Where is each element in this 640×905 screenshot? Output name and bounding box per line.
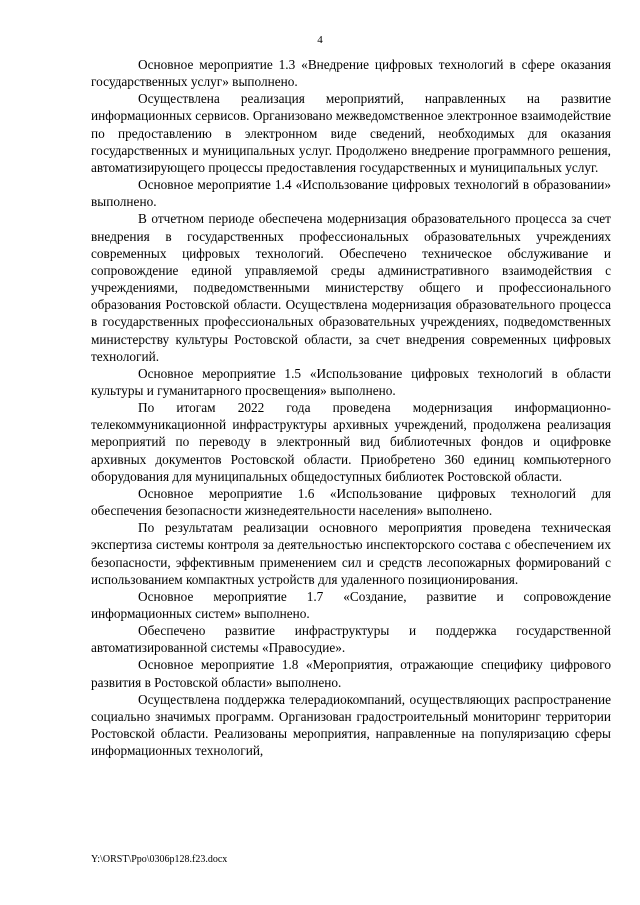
paragraph-measure-1-4: Основное мероприятие 1.4 «Использование цифровых технологий в образовании» выполнено. bbox=[91, 177, 611, 210]
paragraph-safety-expertise: По результатам реализации основного мероприятия проведена техническая экспертиза системы контроля за деятельностью инспекторского состава с обеспечением их безопасности, эффективным применением сил и средств лесопожарных формирований с использованием компактных устройств для удаленного позиционирования. bbox=[91, 520, 611, 587]
paragraph-measure-1-7: Основное мероприятие 1.7 «Создание, развитие и сопровождение информационных систем» выполнено. bbox=[91, 588, 611, 621]
paragraph-info-services: Осуществлена реализация мероприятий, направленных на развитие информационных сервисов. Организовано межведомственное электронное взаимодействие по предоставлению в электронном виде сведений, необходимых для оказания государственных и муниципальных услуг. Продолжено внедрение программного решения, автоматизирующего процессы предоставления государственных и муниципальных услуг. bbox=[91, 91, 611, 175]
body-text bbox=[91, 56, 611, 759]
page-number: 4 bbox=[317, 34, 323, 46]
paragraph-pravosudie: Обеспечено развитие инфраструктуры и поддержка государственной автоматизированной системы «Правосудие». bbox=[91, 623, 611, 656]
paragraph-measure-1-8: Основное мероприятие 1.8 «Мероприятия, отражающие специфику цифрового развития в Ростовской области» выполнено. bbox=[91, 657, 611, 690]
footer-file-path: Y:\ORST\Ppo\0306p128.f23.docx bbox=[91, 854, 228, 865]
paragraph-archives-modernization: По итогам 2022 года проведена модернизация информационно-телекоммуникационной инфраструктуры архивных учреждений, продолжена реализация мероприятий по переводу в электронный вид библиотечных фондов и оцифровке архивных документов Ростовской области. Приобретено 360 единиц компьютерного оборудования для муниципальных общедоступных библиотек Ростовской области. bbox=[91, 400, 611, 484]
paragraph-tv-radio-support: Осуществлена поддержка телерадиокомпаний, осуществляющих распространение социально значимых программ. Организован градостроительный мониторинг территории Ростовской области. Реализованы мероприятия, направленные на популяризацию сферы информационных технологий, bbox=[91, 691, 611, 759]
paragraph-measure-1-5: Основное мероприятие 1.5 «Использование цифровых технологий в области культуры и гуманитарного просвещения» выполнено. bbox=[91, 365, 611, 398]
paragraph-measure-1-6: Основное мероприятие 1.6 «Использование цифровых технологий для обеспечения безопасности жизнедеятельности населения» выполнено. bbox=[91, 485, 611, 519]
paragraph-education-modernization: В отчетном периоде обеспечена модернизация образовательного процесса за счет внедрения в государственных профессиональных образовательных учреждениях современных цифровых технологий. Обеспечено техническое обслуживание и сопровождение единой управляемой среды административного взаимодействия с учреждениями, подведомственными министерству общего и профессионального образования Ростовской области. Осуществлена модернизация образовательного процесса в государственных профессиональных образовательных учреждениях, подведомственных министерству культуры Ростовской области, за счет внедрения современных цифровых технологий. bbox=[91, 211, 611, 364]
paragraph-measure-1-3: Основное мероприятие 1.3 «Внедрение цифровых технологий в сфере оказания государственных услуг» выполнено. bbox=[91, 57, 611, 90]
